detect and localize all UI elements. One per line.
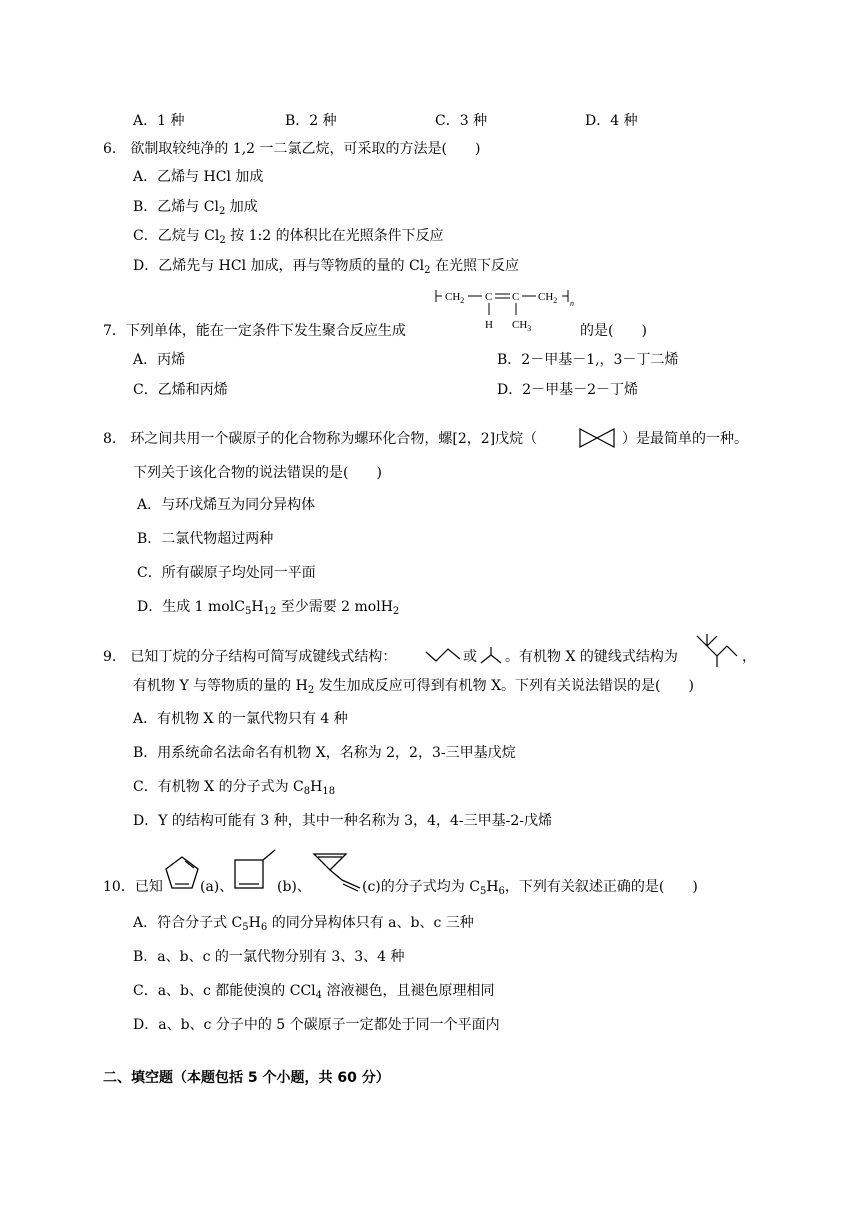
section-title: 二、填空题（本题包括 5 个小题，共 60 分）	[103, 1070, 390, 1086]
compound-x-structure-icon	[693, 634, 741, 668]
q7-stem-end: 的是( )	[580, 323, 647, 339]
cyclopentadiene-structure-icon	[163, 855, 201, 891]
methylenecyclopropene-structure-icon	[312, 850, 364, 892]
q10-option-d: D．a、b、c 分子中的 5 个碳原子一定都处于同一个平面内	[133, 1017, 500, 1033]
q7-option-a: A．丙烯	[133, 352, 186, 368]
q6-option-d: D．乙烯先与 HCl 加成，再与等物质的量的 $Cl_2$ 在光照下反应	[133, 258, 519, 276]
q10-label-b: (b)、	[277, 879, 311, 895]
q9-stem-comma: ，	[742, 649, 756, 665]
q10-stem-end: (c)的分子式均为 $C_5H_6$，下列有关叙述正确的是( )	[362, 879, 698, 897]
q8-option-a: A．与环戊烯互为同分异构体	[137, 497, 316, 513]
q9-stem-or: 或	[463, 649, 477, 665]
q6-stem: 6. 欲制取较纯净的 1,2 一二氯乙烷，可采取的方法是( )	[103, 141, 481, 157]
q9-option-b: B．用系统命名法命名有机物 X，名称为 2，2，3-三甲基戊烷	[133, 745, 516, 761]
svg-text:CH2: $CH_2$	[538, 291, 558, 305]
spiropentane-structure-icon	[578, 426, 618, 450]
q9-stem-start: 9. 已知丁烷的分子结构可简写成键线式结构：	[103, 649, 397, 665]
q10-stem-start: 10．已知	[103, 879, 163, 895]
q9-option-a: A．有机物 X 的一氯代物只有 4 种	[133, 711, 348, 727]
q10-option-b: B．a、b、c 的一氯代物分别有 3、3、4 种	[133, 949, 405, 965]
q5-option-c: C．3 种	[435, 113, 488, 129]
q5-option-d: D．4 种	[585, 113, 638, 129]
q6-option-a: A．乙烯与 HCl 加成	[133, 169, 264, 185]
q9-option-d: D．Y 的结构可能有 3 种，其中一种名称为 3，4，4-三甲基-2-戊烯	[133, 813, 552, 829]
q8-option-b: B．二氯代物超过两种	[137, 531, 274, 547]
q8-stem-end: ）是最简单的一种。	[622, 431, 748, 447]
butane-zigzag-icon	[424, 646, 462, 664]
q7-polymer-structure	[430, 284, 580, 334]
q9-option-c: C．有机物 X 的分子式为 $C_8H_{18}$	[133, 779, 336, 797]
q7-stem-start: 7．下列单体，能在一定条件下发生聚合反应生成	[103, 323, 406, 339]
q7-option-d: D．2－甲基－2－丁烯	[497, 382, 639, 398]
q7-option-b: B．2－甲基－1,，3－丁二烯	[497, 352, 679, 368]
svg-text:H: H	[485, 319, 493, 331]
q6-option-c: C．乙烷与 $Cl_2$ 按 1:2 的体积比在光照条件下反应	[133, 228, 444, 246]
q5-option-b: B．2 种	[285, 113, 337, 129]
q7-option-c: C．乙烯和丙烯	[133, 382, 228, 398]
q9-stem-line2: 有机物 Y 与等物质的量的 $H_2$ 发生加成反应可得到有机物 X。下列有关说法错误的是( )	[133, 678, 694, 696]
isobutane-structure-icon	[478, 645, 504, 665]
q8-stem-start: 8. 环之间共用一个碳原子的化合物称为螺环化合物，螺[2，2]戊烷（	[103, 431, 538, 447]
svg-text:C: C	[485, 291, 493, 303]
svg-text:C: C	[512, 291, 520, 303]
q6-option-b: B．乙烯与 $Cl_2$ 加成	[133, 199, 258, 217]
q9-stem-mid: 。有机物 X 的键线式结构为	[505, 649, 678, 665]
svg-text:CH3: $CH_3$	[512, 319, 532, 333]
q5-option-a: A．1 种	[133, 113, 185, 129]
q8-stem-line2: 下列关于该化合物的说法错误的是( )	[133, 465, 382, 481]
svg-text:n: n	[570, 299, 574, 308]
q10-option-a: A．符合分子式 $C_5H_6$ 的同分异构体只有 a、b、c 三种	[133, 915, 474, 933]
methylcyclobutadiene-structure-icon	[231, 848, 277, 894]
svg-text:CH2: $CH_2$	[445, 291, 465, 305]
q10-label-a: (a)、	[200, 879, 234, 895]
q8-option-c: C．所有碳原子均处同一平面	[137, 565, 316, 581]
q8-option-d: D．生成 1 $molC_5H_{12}$ 至少需要 2 molH$_2$	[137, 599, 400, 617]
q10-option-c: C．a、b、c 都能使溴的 CCl$_4$ 溶液褪色，且褪色原理相同	[133, 983, 495, 1001]
